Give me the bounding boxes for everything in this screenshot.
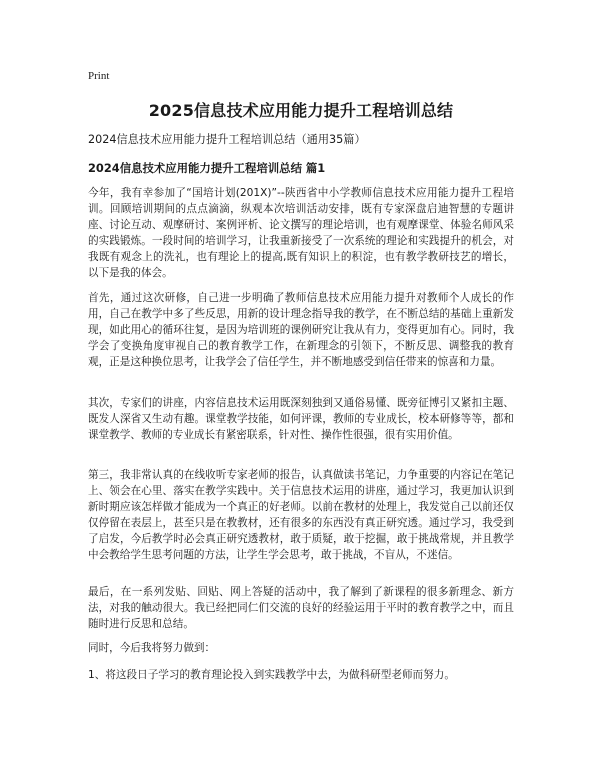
paragraph-plan-intro: 同时，今后我将努力做到： <box>88 642 216 654</box>
paragraph-plan-item-1: 1、将这段日子学习的教育理论投入到实践教学中去，为做科研型老师而努力。 <box>88 669 455 681</box>
print-link[interactable]: Print <box>88 70 110 82</box>
paragraph-third: 第三，我非常认真的在线收听专家老师的报告，认真做读书笔记，力争重要的内容记在笔记上、领会在心里、落实在教学实践中。关于信息技术运用的讲座，通过学习，我更加认识到新时期应该怎样做才能成为一个真正的好老师。以前在教材的处理上，我发觉自己以前还仅仅停留在表层上，甚至只是在教教材，还有很多的东西没有真正研究透。通过学习，我受到了启发，今后教学时必会真正研究透教材，敢于质疑，敢于挖掘，敢于挑战常规，并且教学中会教给学生思考问题的方法，让学生学会思考，敢于挑战，不盲从，不迷信。 <box>88 469 514 561</box>
paragraph-last: 最后，在一系列发贴、回贴、网上答疑的活动中，我了解到了新课程的很多新理念、新方法，对我的触动很大。我已经把同仁们交流的良好的经验运用于平时的教育教学之中，而且随时进行反思和总结。 <box>88 586 514 630</box>
document-subtitle: 2024信息技术应用能力提升工程培训总结（通用35篇） <box>88 133 366 146</box>
section-heading: 2024信息技术应用能力提升工程培训总结 篇1 <box>88 161 326 175</box>
paragraph-intro: 今年，我有幸参加了“国培计划(201X)”--陕西省中小学教师信息技术应用能力提升工程培训。回顾培训期间的点点滴滴，纵观本次培训活动安排，既有专家深盘启迪智慧的专题讲座、讨论互动、观摩研讨、案例评析、论文撰写的理论培训，也有观摩课堂、体验名师风采的实践锻炼。一段时间的培训学习，让我重新接受了一次系统的理论和实践提升的机会，对我既有观念上的洗礼，也有理论上的提高,既有知识上的积淀，也有教学教研技艺的增长，以下是我的体会。 <box>88 187 514 279</box>
page-title: 2025信息技术应用能力提升工程培训总结 <box>148 101 454 120</box>
paragraph-second: 其次，专家们的讲座，内容信息技术运用既深刻独到又通俗易懂、既旁征博引又紧扣主题、既发人深省又生动有趣。课堂教学技能，如何评课，教师的专业成长，校本研修等等，都和课堂教学、教师的专业成长有紧密联系，针对性、操作性很强，很有实用价值。 <box>88 397 514 441</box>
paragraph-first: 首先，通过这次研修，自己进一步明确了教师信息技术应用能力提升对教师个人成长的作用，自己在教学中多了些反思，用新的设计理念指导我的教学，在不断总结的基础上重新发现，如此用心的循环往复，是因为培训班的课例研究让我从有力，变得更加有心。同时，我学会了变换角度审视自己的教育教学工作，在新理念的引领下，不断反思、调整我的教育观，正是这种换位思考，让我学会了信任学生，并不断地感受到信任带来的惊喜和力量。 <box>88 292 514 368</box>
